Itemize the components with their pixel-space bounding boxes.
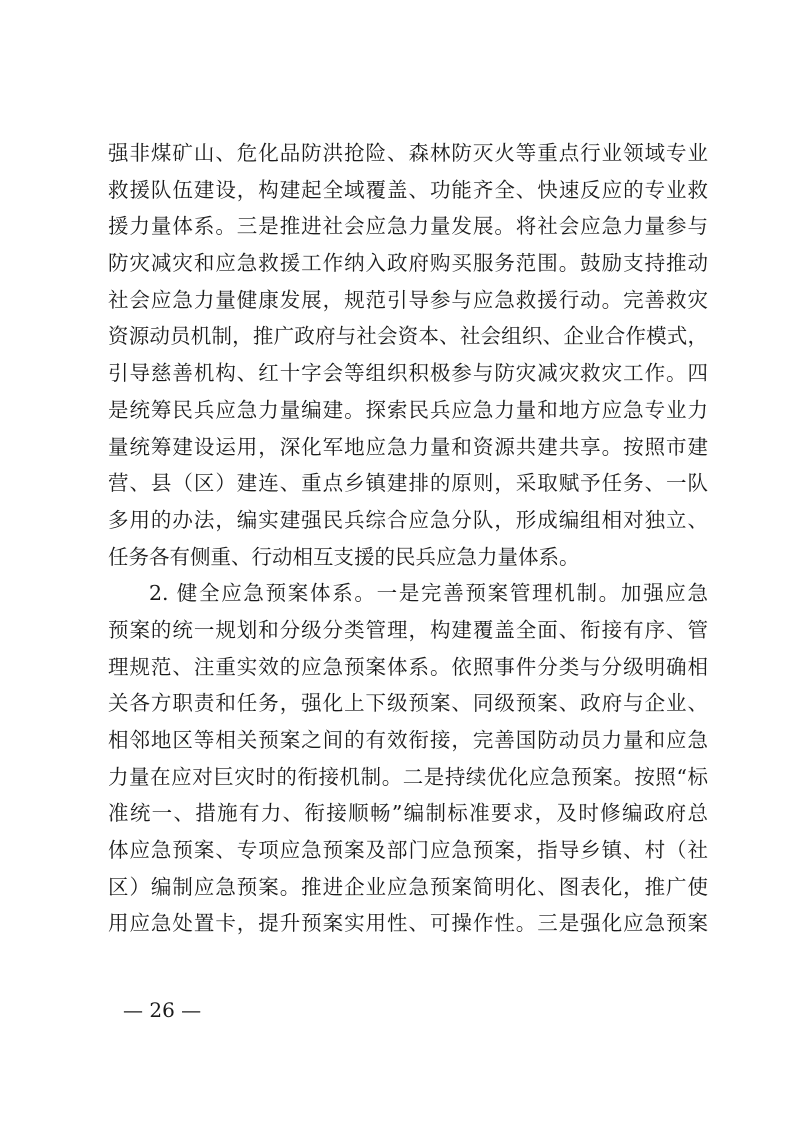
text-line: 用应急处置卡，提升预案实用性、可操作性。三是强化应急预案: [108, 911, 708, 936]
text-line: 援力量体系。三是推进社会应急力量发展。将社会应急力量参与: [108, 214, 708, 239]
text-line: 力量在应对巨灾时的衔接机制。二是持续优化应急预案。按照“标: [108, 764, 708, 789]
text-line: 社会应急力量健康发展，规范引导参与应急救援行动。完善救灾: [108, 287, 708, 312]
text-line: 强非煤矿山、危化品防洪抢险、森林防灭火等重点行业领域专业: [108, 141, 708, 165]
text-line: 预案的统一规划和分级分类管理，构建覆盖全面、衔接有序、管: [108, 617, 708, 642]
text-line: 救援队伍建设，构建起全域覆盖、功能齐全、快速反应的专业救: [108, 177, 708, 202]
text-line: 量统筹建设运用，深化军地应急力量和资源共建共享。按照市建: [108, 434, 708, 459]
text-line: 准统一、措施有力、衔接顺畅”编制标准要求，及时修编政府总: [108, 801, 708, 826]
section-heading-line: 2. 健全应急预案体系。一是完善预案管理机制。加强应急: [149, 581, 708, 606]
text-line: 关各方职责和任务，强化上下级预案、同级预案、政府与企业、: [108, 691, 708, 716]
text-line: 资源动员机制，推广政府与社会资本、社会组织、企业合作模式，: [108, 324, 708, 349]
text-line: 引导慈善机构、红十字会等组织积极参与防灾减灾救灾工作。四: [108, 361, 708, 386]
text-line: 区）编制应急预案。推进企业应急预案简明化、图表化，推广使: [108, 874, 708, 899]
text-line: 任务各有侧重、行动相互支援的民兵应急力量体系。: [108, 544, 580, 569]
text-line: 是统筹民兵应急力量编建。探索民兵应急力量和地方应急专业力: [108, 397, 708, 422]
text-line: 营、县（区）建连、重点乡镇建排的原则，采取赋予任务、一队: [108, 471, 708, 496]
text-line: 多用的办法，编实建强民兵综合应急分队，形成编组相对独立、: [108, 507, 708, 532]
body-text: [108, 135, 708, 942]
text-line: 理规范、注重实效的应急预案体系。依照事件分类与分级明确相: [108, 654, 708, 679]
text-line: 防灾减灾和应急救援工作纳入政府购买服务范围。鼓励支持推动: [108, 251, 708, 276]
text-line: 体应急预案、专项应急预案及部门应急预案，指导乡镇、村（社: [108, 838, 708, 863]
page-number: — 26 —: [123, 998, 202, 1022]
text-line: 相邻地区等相关预案之间的有效衔接，完善国防动员力量和应急: [108, 728, 708, 752]
